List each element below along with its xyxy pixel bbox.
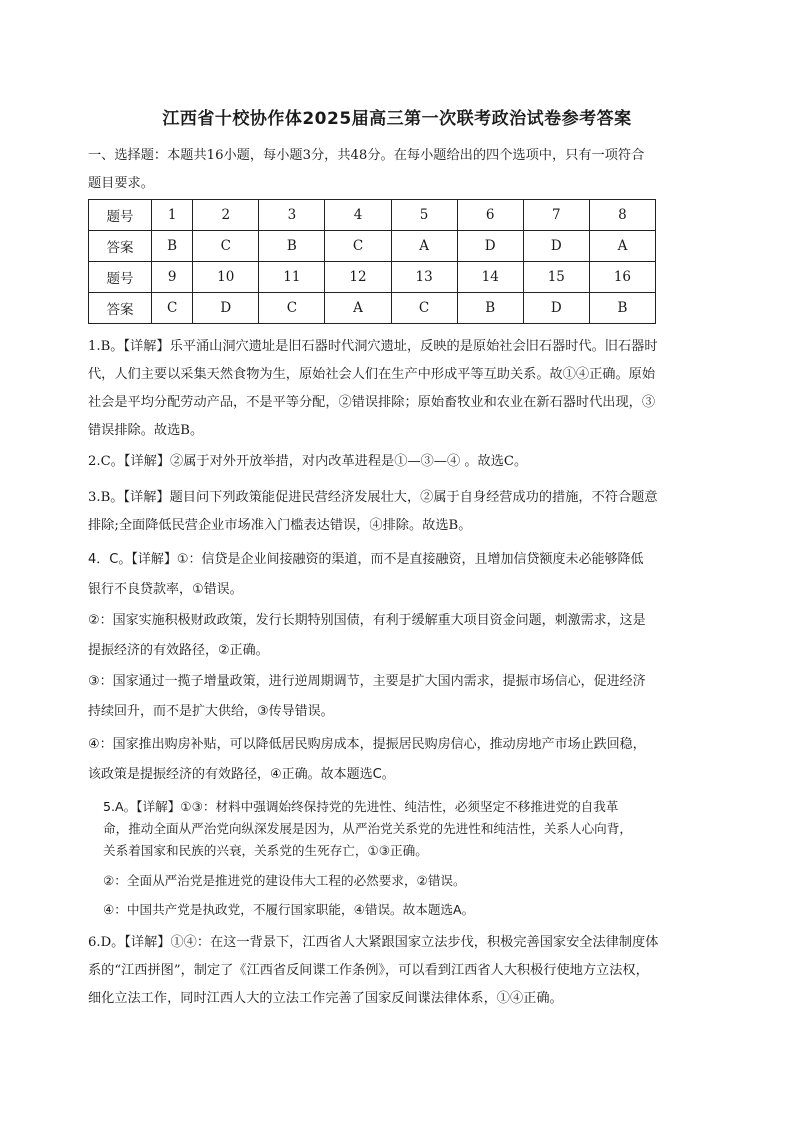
text-line: 错误排除。故选B。	[88, 423, 204, 438]
table-cell: 3	[259, 200, 325, 231]
table-row	[89, 200, 656, 231]
text-line: ④：中国共产党是执政党，不履行国家职能，④错误。故本题选A。	[103, 902, 475, 917]
text-line: 提振经济的有效路径，②正确。	[88, 643, 269, 658]
section-intro	[88, 142, 710, 198]
answer-explanation-4	[88, 545, 710, 605]
table-cell: 6	[457, 200, 523, 231]
table-cell: 13	[391, 262, 457, 293]
table-cell: D	[193, 293, 259, 324]
table-cell: 4	[325, 200, 391, 231]
table-row	[89, 262, 656, 293]
intro-line: 一、选择题：本题共16小题，每小题3分，共48分。在每小题给出的四个选项中，只有一项符合	[88, 148, 645, 163]
table-cell: A	[325, 293, 391, 324]
answer-explanation-1	[88, 333, 710, 445]
answer-explanation-4-item-2	[88, 606, 710, 666]
text-line: 关系着国家和民族的兴衰，关系党的生死存亡，①③正确。	[103, 843, 428, 858]
text-line: 排除;全面降低民营企业市场准入门槛表达错误，④排除。故选B。	[88, 518, 472, 533]
table-cell: 2	[193, 200, 259, 231]
answer-table	[88, 199, 656, 324]
table-cell: 10	[193, 262, 259, 293]
table-cell: D	[457, 231, 523, 262]
table-cell: 14	[457, 262, 523, 293]
text-line: 2.C。【详解】②属于对外开放举措，对内改革进程是①—③—④ 。故选C。	[88, 454, 528, 469]
text-line: 持续回升，而不是扩大供给，③传导错误。	[88, 704, 334, 719]
table-cell: C	[193, 231, 259, 262]
text-line: 5.A。【详解】①③：材料中强调始终保持党的先进性、纯洁性，必须坚定不移推进党的自我革	[103, 799, 619, 814]
text-line: 系的“江西拼图”，制定了《江西省反间谍工作条例》，可以看到江西省人大积极行使地方立法权，	[88, 963, 649, 978]
text-line: 细化立法工作，同时江西人大的立法工作完善了国家反间谍法律体系，①④正确。	[88, 991, 563, 1006]
answer-explanation-5-item-3	[103, 899, 703, 921]
text-line: ②：国家实施积极财政政策，发行长期特别国债，有利于缓解重大项目资金问题，刺激需求，这是	[88, 613, 646, 628]
text-line: 1.B。【详解】乐平涌山洞穴遗址是旧石器时代洞穴遗址，反映的是原始社会旧石器时代。旧石器时	[88, 339, 658, 354]
text-line: 该政策是提振经济的有效路径，④正确。故本题选C。	[88, 767, 395, 782]
table-cell: 1	[152, 200, 193, 231]
table-cell: A	[589, 231, 655, 262]
text-line: ④：国家推出购房补贴，可以降低居民购房成本，提振居民购房信心，推动房地产市场止跌回稳，	[88, 737, 646, 752]
answer-explanation-4-item-3	[88, 667, 710, 727]
answer-explanation-4-item-4	[88, 730, 710, 790]
table-cell: C	[259, 293, 325, 324]
table-cell: D	[523, 293, 589, 324]
answer-explanation-5-item-2	[103, 870, 703, 892]
text-line: 代，人们主要以采集天然食物为生，原始社会人们在生产中形成平等互助关系。故①④正确。原始	[88, 367, 656, 382]
text-line: 3.B。【详解】题目问下列政策能促进民营经济发展壮大，②属于自身经营成功的措施，不符合题意	[88, 490, 658, 505]
table-cell: 9	[152, 262, 193, 293]
answer-explanation-2	[88, 448, 710, 476]
table-cell: 答案	[89, 231, 152, 262]
table-cell: C	[391, 293, 457, 324]
table-cell: B	[152, 231, 193, 262]
text-line: ③：国家通过一揽子增量政策，进行逆周期调节，主要是扩大国内需求，提振市场信心，促进经济	[88, 674, 646, 689]
table-cell: B	[589, 293, 655, 324]
table-cell: 题号	[89, 200, 152, 231]
table-row	[89, 231, 656, 262]
table-cell: 12	[325, 262, 391, 293]
table-cell: 11	[259, 262, 325, 293]
table-cell: B	[457, 293, 523, 324]
text-line: 命，推动全面从严治党向纵深发展是因为，从严治党关系党的先进性和纯洁性，关系人心向背，	[103, 821, 632, 836]
table-cell: 15	[523, 262, 589, 293]
text-line: ②：全面从严治党是推进党的建设伟大工程的必然要求，②错误。	[103, 873, 466, 888]
document-title: 江西省十校协作体2025届高三第一次联考政治试卷参考答案	[162, 109, 632, 129]
table-cell: 7	[523, 200, 589, 231]
table-cell: 答案	[89, 293, 152, 324]
table-cell: 5	[391, 200, 457, 231]
table-row	[89, 293, 656, 324]
text-line: 社会是平均分配劳动产品，不是平等分配，②错误排除；原始畜牧业和农业在新石器时代出现，③	[88, 395, 656, 410]
answer-explanation-5	[103, 796, 703, 862]
table-cell: B	[259, 231, 325, 262]
table-cell: C	[325, 231, 391, 262]
table-cell: C	[152, 293, 193, 324]
intro-line: 题目要求。	[88, 176, 154, 191]
table-cell: 题号	[89, 262, 152, 293]
table-cell: 8	[589, 200, 655, 231]
table-cell: A	[391, 231, 457, 262]
text-line: 6.D。【详解】①④：在这一背景下，江西省人大紧跟国家立法步伐，积极完善国家安全法律制度体	[88, 935, 659, 950]
answer-explanation-6	[88, 929, 710, 1013]
table-cell: D	[523, 231, 589, 262]
text-line: 银行不良贷款率，①错误。	[88, 582, 243, 597]
text-line: 4．C。【详解】①：信贷是企业间接融资的渠道，而不是直接融资，且增加信贷额度未必能够降低	[88, 552, 644, 567]
answer-explanation-3	[88, 484, 710, 540]
table-cell: 16	[589, 262, 655, 293]
